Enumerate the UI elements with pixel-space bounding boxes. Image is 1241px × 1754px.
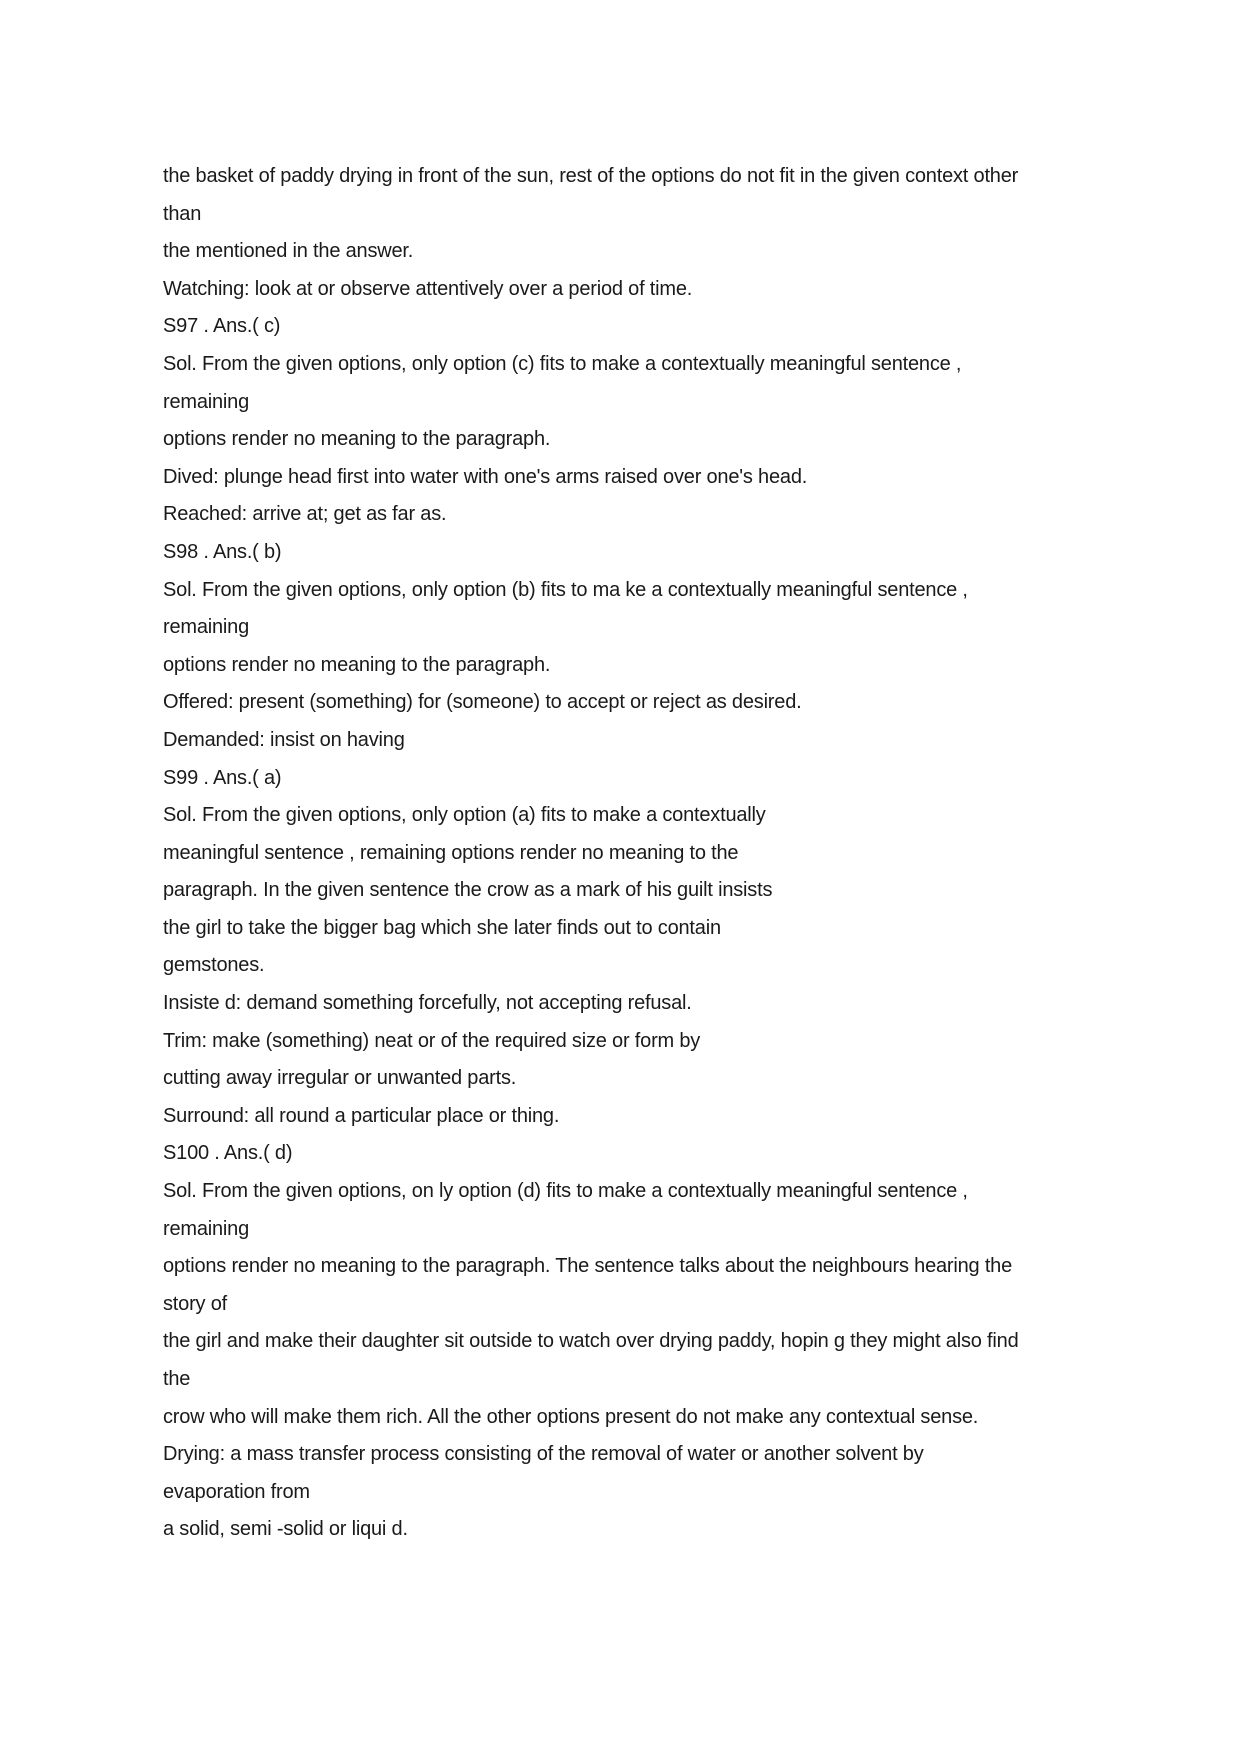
text-line: Reached: arrive at; get as far as. bbox=[163, 503, 447, 526]
text-line: the basket of paddy drying in front of the sun, rest of the options do not fit in the given context other bbox=[163, 165, 1019, 187]
text-line: the girl to take the bigger bag which she later finds out to contain bbox=[163, 916, 721, 939]
text-line: Sol. From the given options, only option (a) fits to make a contextually bbox=[163, 804, 766, 827]
text-line: Drying: a mass transfer process consisting of the removal of water or another solvent by bbox=[163, 1443, 924, 1466]
text-line: remaining bbox=[163, 616, 250, 639]
answer-heading-s97: S97 . Ans.( c) bbox=[163, 315, 281, 338]
text-line: Sol. From the given options, only option (c) fits to make a contextually meaningful sentence , bbox=[163, 352, 962, 375]
text-line: the girl and make their daughter sit outside to watch over drying paddy, hopin g they might also find bbox=[163, 1330, 1019, 1353]
text-line: a solid, semi -solid or liqui d. bbox=[163, 1518, 408, 1541]
text-line: options render no meaning to the paragraph. bbox=[163, 653, 551, 676]
text-line: options render no meaning to the paragraph. The sentence talks about the neighbours hearing the bbox=[163, 1255, 1013, 1278]
text-line: Sol. From the given options, on ly option (d) fits to make a contextually meaningful sentence , bbox=[163, 1180, 968, 1203]
text-line: paragraph. In the given sentence the crow as a mark of his guilt insists bbox=[163, 879, 773, 902]
text-line: remaining bbox=[163, 390, 250, 413]
answer-heading-s98: S98 . Ans.( b) bbox=[163, 540, 282, 563]
text-line: the mentioned in the answer. bbox=[163, 240, 414, 263]
text-line: meaningful sentence , remaining options render no meaning to the bbox=[163, 841, 739, 864]
text-line: the bbox=[163, 1368, 191, 1390]
text-line: Trim: make (something) neat or of the required size or form by bbox=[163, 1029, 701, 1052]
answer-explanations-text bbox=[163, 158, 1093, 1549]
text-line: cutting away irregular or unwanted parts. bbox=[163, 1067, 517, 1090]
text-line: Sol. From the given options, only option (b) fits to ma ke a contextually meaningful sentence , bbox=[163, 578, 968, 601]
text-line: Dived: plunge head first into water with one's arms raised over one's head. bbox=[163, 465, 808, 488]
text-line: options render no meaning to the paragraph. bbox=[163, 428, 551, 451]
text-line: Surround: all round a particular place or thing. bbox=[163, 1104, 560, 1127]
answer-heading-s99: S99 . Ans.( a) bbox=[163, 766, 282, 789]
text-line: Demanded: insist on having bbox=[163, 728, 405, 751]
answer-heading-s100: S100 . Ans.( d) bbox=[163, 1142, 293, 1165]
text-line: Insiste d: demand something forcefully, not accepting refusal. bbox=[163, 992, 692, 1015]
text-line: crow who will make them rich. All the other options present do not make any contextual sense. bbox=[163, 1405, 979, 1428]
text-line: than bbox=[163, 202, 202, 225]
text-line: Watching: look at or observe attentively over a period of time. bbox=[163, 277, 693, 300]
text-line: evaporation from bbox=[163, 1480, 310, 1503]
text-line: gemstones. bbox=[163, 954, 265, 977]
text-line: Offered: present (something) for (someone) to accept or reject as desired. bbox=[163, 691, 802, 714]
text-line: remaining bbox=[163, 1217, 250, 1240]
text-line: story of bbox=[163, 1292, 227, 1315]
